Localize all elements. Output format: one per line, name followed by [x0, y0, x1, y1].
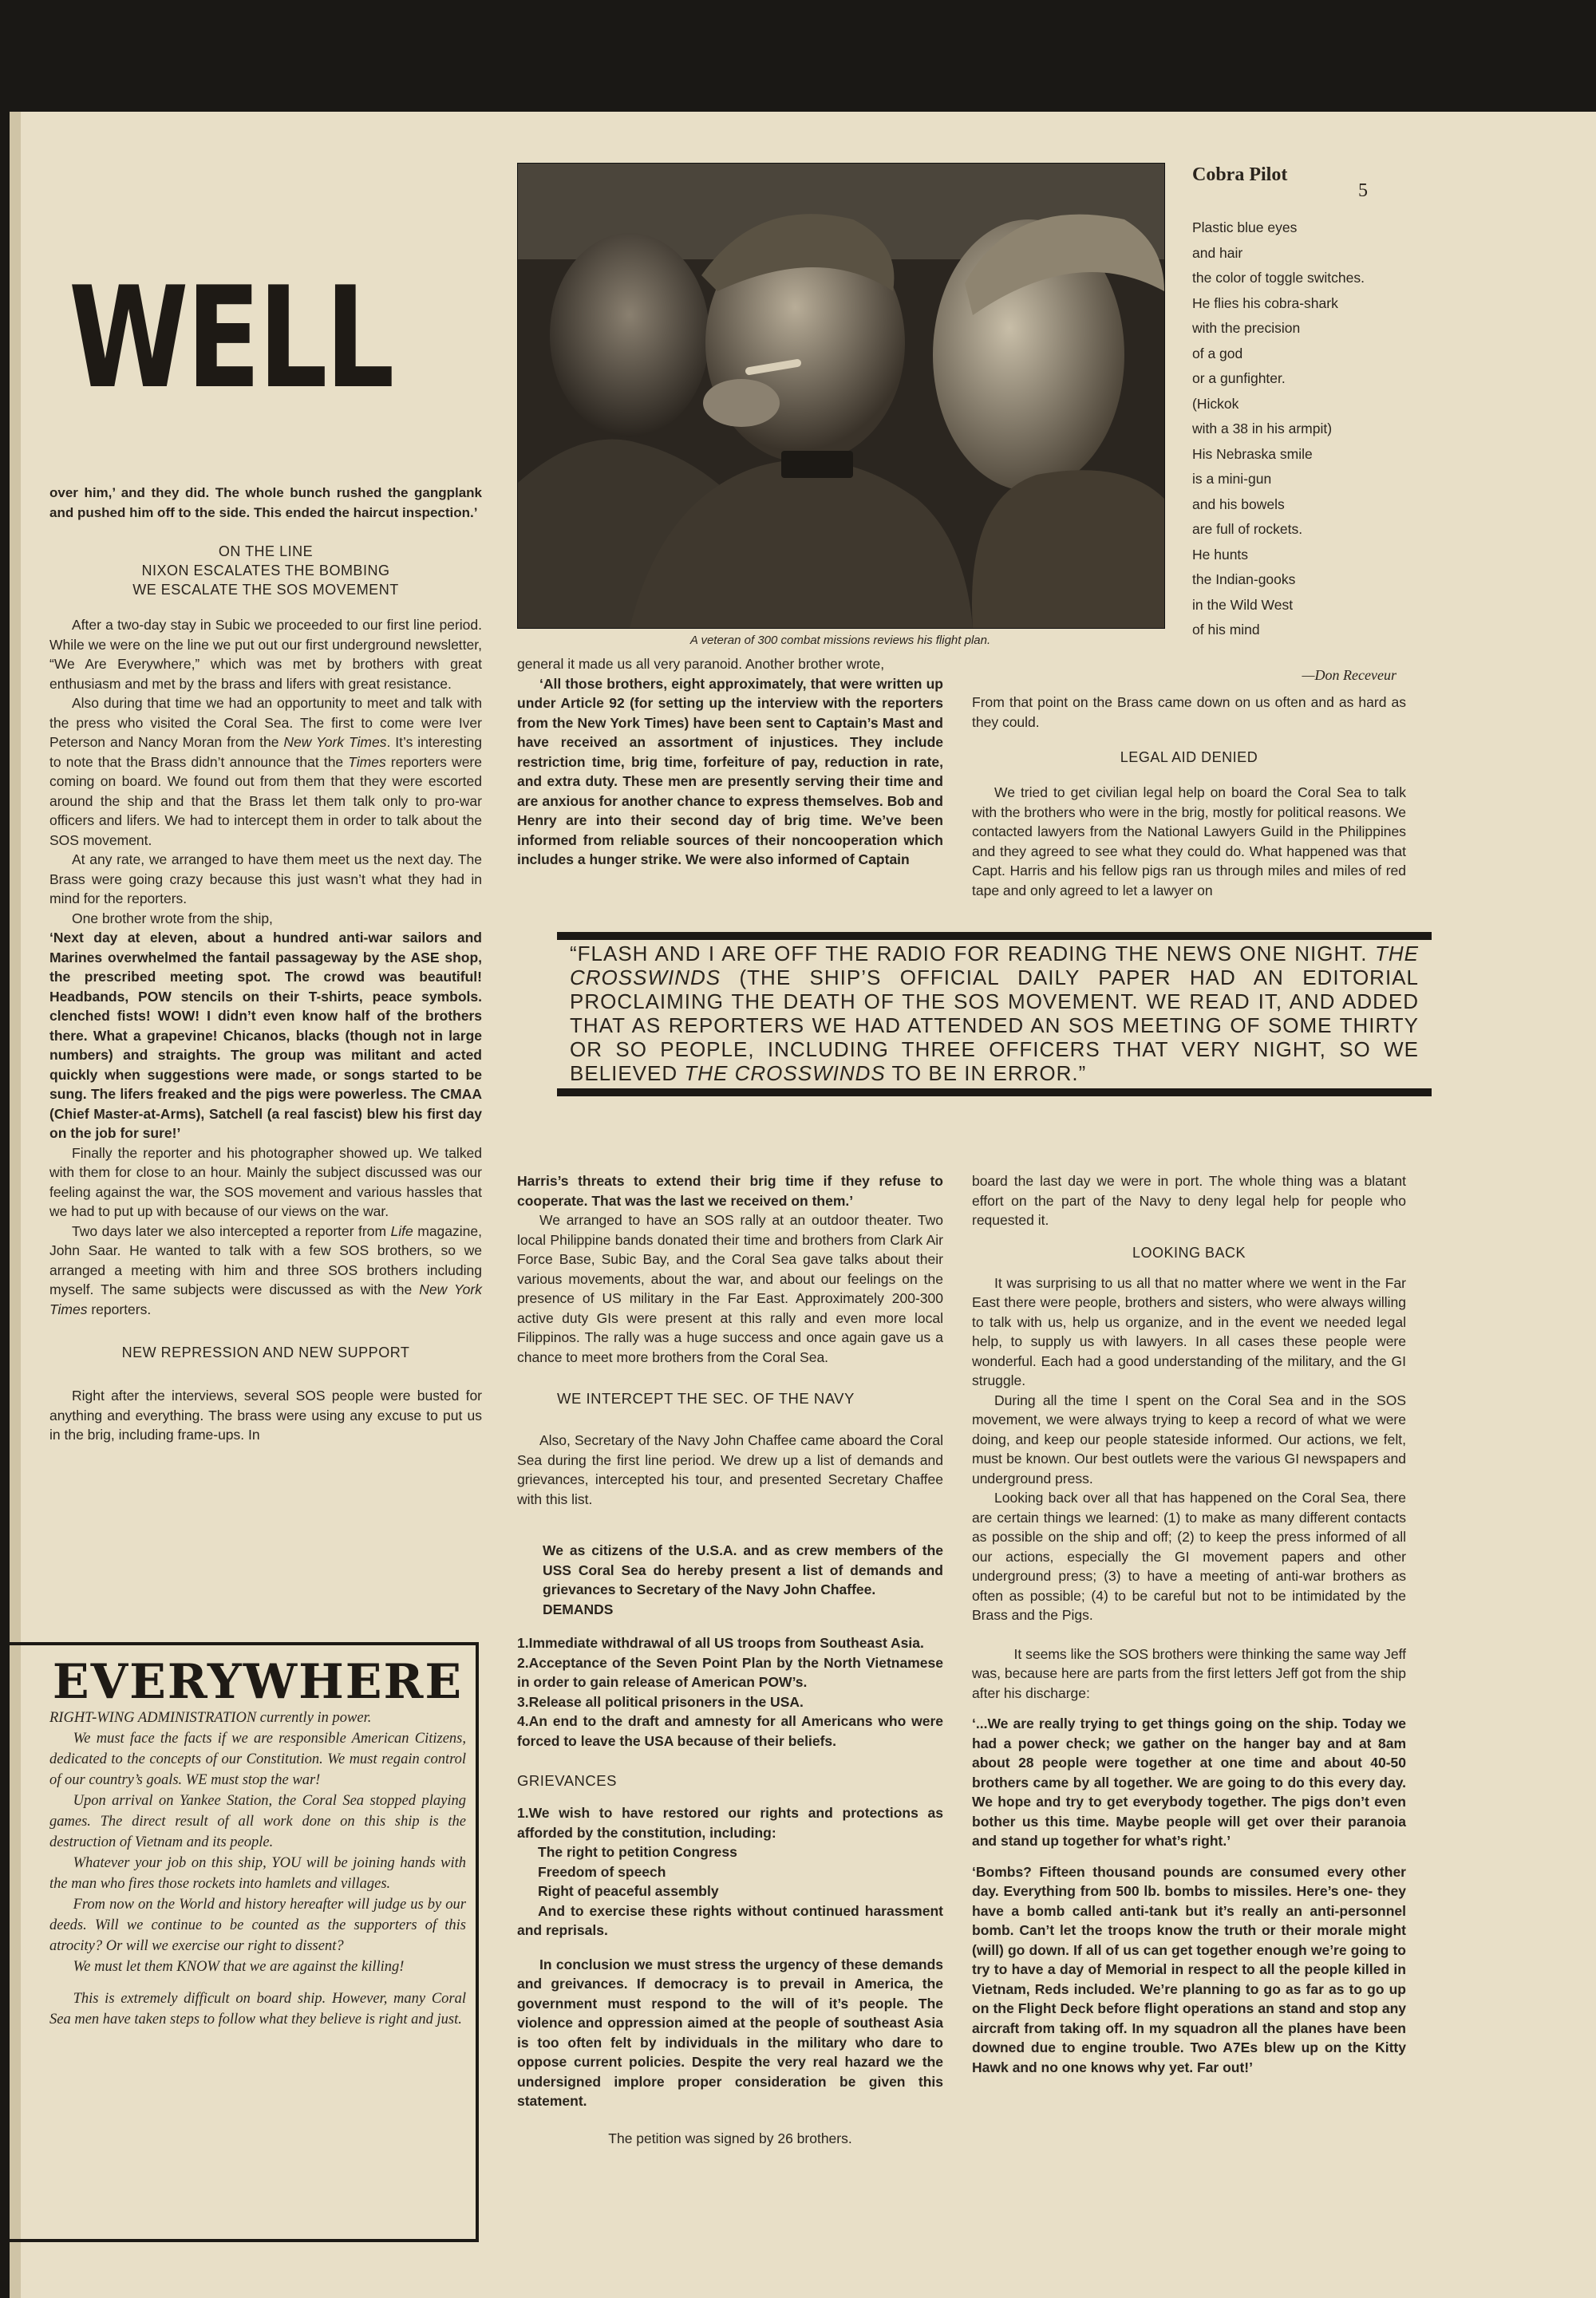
paragraph: Finally the reporter and his photographer showed up. We talked with them for close to an hour. Mainly the subject discussed was our feeling against the war, the SOS movement and various hassles that we had to put up with because of our views on the war.: [49, 1144, 482, 1219]
petition-conclusion: In conclusion we must stress the urgency of these demands and greivances. If democracy is to prevail in America, the government must respond to the will of it’s people. The violence and oppression aimed at the people of southeast Asia is too often felt by individuals in the military who dare to oppose current policies. Despite the very real hazard we the undersigned implore proper consideration be given this statement.: [517, 1956, 943, 2109]
demands-list: [517, 1633, 943, 1751]
box-lead: RIGHT-WING ADMINISTRATION currently in power.: [49, 1710, 372, 1726]
poem-line: He flies his cobra-shark: [1192, 294, 1338, 311]
paragraph: board the last day we were in port. The whole thing was a blatant effort on the part of the Navy to deny legal help for people who requested it.: [972, 1173, 1406, 1228]
box-paragraph: This is extremely difficult on board ship. However, many Coral Sea men have taken steps to follow what they believe is right and just.: [49, 1991, 466, 2028]
paragraph: From that point on the Brass came down on us often and as hard as they could.: [972, 694, 1406, 730]
letter-quote-end: Harris’s threats to extend their brig time if they refuse to cooperate. That was the last we received on them.’: [517, 1173, 943, 1209]
demand-item: 4.An end to the draft and amnesty for all Americans who were forced to leave the USA because of their beliefs.: [517, 1713, 943, 1749]
letter-quote: ‘All those brothers, eight approximately, that were written up under Article 92 (for setting up the interview with the reporters from the New York Times) have been sent to Captain’s Mast and have received an assortment of injustices. They include restriction time, brig time, forfeiture of pay, reduction in rate, and extra duty. These men are presently serving their time and are anxious for another chance to express themselves. Bob and Henry are into their second day of brig time. We’ve been informed from reliable sources of their noncooperation which includes a hunger strike. We were also informed of Captain: [517, 675, 943, 867]
box-paragraph: We must face the facts if we are responsible American Citizens, dedicated to the concepts of our Constitution. We must regain control of our country’s goals. WE must stop the war!: [49, 1731, 466, 1788]
column-2-lower: [517, 1171, 943, 2148]
heading-line: NIXON ESCALATES THE BOMBING: [141, 563, 390, 578]
demand-item: 2.Acceptance of the Seven Point Plan by the North Vietnamese in order to gain release of American POW’s.: [517, 1654, 943, 1690]
paragraph: Right after the interviews, several SOS people were busted for anything and everything. The brass were using any excuse to put us in the brig, including frame-ups. In: [49, 1388, 482, 1443]
intro-paragraph: over him,’ and they did. The whole bunch rushed the gangplank and pushed him off to the side. This ended the haircut inspection.’: [49, 485, 482, 520]
page-number: 5: [1358, 180, 1368, 201]
column-2-upper: [517, 654, 943, 870]
poem-line: and hair: [1192, 244, 1243, 261]
letter-quote: ‘...We are really trying to get things going on the ship. Today we had a power check; we gather on the hanger bay and at 8am about 28 people were together at one time and about 40-50 brothers came by all together. We are going to do this every day. We hope and try to get everybody together. The pigs don’t even bother us this time. Maybe people will get over their paranoia and stand up together for what’s right.’: [972, 1716, 1406, 1849]
heading-line: ON THE LINE: [218, 543, 314, 559]
paragraph: It was surprising to us all that no matter where we went in the Far East there were people, brothers and sisters, who were always willing to talk with us, help us organize, and in the event we needed legal help, to supply us with lawyers. In all cases these people were wonderful. Each had a good understanding of the military, and the GI struggle.: [972, 1274, 1406, 1388]
headline: WELL: [69, 258, 393, 420]
section-heading-looking-back: LOOKING BACK: [1132, 1244, 1246, 1261]
poem-line: in the Wild West: [1192, 596, 1294, 613]
grievance-intro: 1.We wish to have restored our rights and protections as afforded by the constitution, including:: [517, 1805, 943, 1841]
paragraph: general it made us all very paranoid. Another brother wrote,: [517, 656, 885, 672]
section-heading-new-repression: NEW REPRESSION AND NEW SUPPORT: [121, 1344, 410, 1360]
poem-line: His Nebraska smile: [1192, 445, 1313, 462]
paragraph: Two days later we also intercepted a reporter from Life magazine, John Saar. He wanted to talk with a few SOS brothers, so we arranged a meeting with him and three SOS brothers including myself. The same subjects were discussed as with the New York Times reporters.: [49, 1222, 482, 1317]
poem-line: He hunts: [1192, 546, 1249, 563]
paragraph: We arranged to have an SOS rally at an outdoor theater. Two local Philippine bands donated their time and brothers from Clark Air Force Base, Subic Bay, and the Coral Sea gave talks about their various movements, about the war, and about our feelings on the presence of US military in the Far East. Approximately 200-300 active duty GIs were present at this rally and even more local Filippinos. The rally was a huge success and once again gave us a chance to meet more brothers from the Coral Sea.: [517, 1212, 943, 1365]
petition-signed: The petition was signed by 26 brothers.: [608, 2130, 852, 2146]
poem-line: with the precision: [1192, 320, 1301, 336]
poem-line: Plastic blue eyes: [1192, 219, 1298, 235]
poem-line: and his bowels: [1192, 496, 1285, 512]
demand-item: 3.Release all political prisoners in the USA.: [517, 1693, 804, 1710]
box-text: [49, 1708, 466, 2030]
grievances-heading: GRIEVANCES: [517, 1772, 617, 1789]
poem-body: [1192, 215, 1432, 643]
poem-line: with a 38 in his armpit): [1192, 421, 1333, 436]
grievance-item: The right to petition Congress: [538, 1844, 737, 1860]
poem-line: of a god: [1192, 345, 1243, 361]
demands-heading: DEMANDS: [543, 1601, 614, 1617]
box-paragraph: Upon arrival on Yankee Station, the Coral Sea stopped playing games. The direct result of all work done on this ship is the destruction of Vietnam and its people.: [49, 1793, 466, 1850]
newspaper-page: [10, 112, 1596, 2298]
paragraph: Also during that time we had an opportunity to meet and talk with the press who visited the Coral Sea. The first to come were Iver Peterson and Nancy Moran from the New York Times. It’s interesting to note that the Brass didn’t announce that the Times reporters were coming on board. We found out from them that they were escorted around the ship and that the Brass let them talk only to pro-war officers and lifers. We had to intercept them in order to talk about the SOS movement.: [49, 695, 483, 848]
paragraph: Looking back over all that has happened on the Coral Sea, there are certain things we learned: (1) to make as many different contacts as possible on the ship and off; (2) to keep the press informed of all our actions, especially the GI movement papers and other underground press; (3) to have a meeting of anti-war brothers as often as possible; (4) to be careful but not to be intimidated by the Brass and the Pigs.: [972, 1490, 1406, 1623]
column-3-upper: [972, 693, 1406, 900]
box-paragraph: Whatever your job on this ship, YOU will be joining hands with the man who fires those rockets into hamlets and villages.: [49, 1855, 466, 1892]
grievance-item: Freedom of speech: [538, 1863, 666, 1880]
paragraph: Also, Secretary of the Navy John Chaffee came aboard the Coral Sea during the first line period. We drew up a list of demands and grievances, intercepted his tour, and presented Secretary Chaffee with this list.: [517, 1432, 943, 1507]
paragraph: We tried to get civilian legal help on board the Coral Sea to talk with the brothers who were in the brig, mostly for political reasons. We contacted lawyers from the National Lawyers Guild in the Philippines and they agreed to see what they could do. What happened was that Capt. Harris and his fellow pigs ran us through miles and miles of red tape and only agreed to let a lawyer on: [972, 784, 1406, 898]
box-paragraph: From now on the World and history hereafter will judge us by our deeds. Will we continue to be counted as the supporters of this atrocity? Or will we exercise our right to dissent?: [49, 1897, 466, 1954]
poem-title: Cobra Pilot: [1192, 164, 1288, 185]
poem-line: the Indian-gooks: [1192, 571, 1296, 587]
column-1-upper: [49, 484, 482, 1445]
section-heading-sec-navy: WE INTERCEPT THE SEC. OF THE NAVY: [557, 1390, 855, 1407]
poem-line: (Hickok: [1192, 395, 1239, 412]
box-title: EVERYWHERE: [52, 1654, 464, 1710]
paragraph: During all the time I spent on the Coral Sea and in the SOS movement, we were always trying to keep a record of what we were doing, and keep our people stateside informed. Our actions, we felt, must be known. Our best outlets were the various GI newspapers and underground press.: [972, 1392, 1406, 1487]
photo-pilots: [517, 163, 1165, 629]
heading-line: WE ESCALATE THE SOS MOVEMENT: [132, 582, 399, 598]
demand-item: 1.Immediate withdrawal of all US troops from Southeast Asia.: [517, 1635, 924, 1651]
section-heading-on-the-line: [49, 542, 482, 599]
poem-line: are full of rockets.: [1192, 521, 1303, 537]
column-3-lower: [972, 1171, 1406, 2077]
box-paragraph: We must let them KNOW that we are against the killing!: [73, 1959, 405, 1975]
paragraph: One brother wrote from the ship,: [72, 910, 273, 926]
petition-text: We as citizens of the U.S.A. and as crew members of the USS Coral Sea do hereby present a list of demands and grievances to Secretary of the Navy John Chaffee.: [543, 1542, 943, 1597]
poem-line: of his mind: [1192, 622, 1260, 638]
section-heading-legal-aid: LEGAL AID DENIED: [1120, 749, 1258, 765]
poem-author: —Don Receveur: [1302, 667, 1396, 683]
paragraph: At any rate, we arranged to have them meet us the next day. The Brass were going crazy because this just wasn’t what they had in mind for the reporters.: [49, 851, 482, 906]
grievances-list: [517, 1803, 943, 1941]
poem-line: the color of toggle switches.: [1192, 270, 1365, 286]
letter-quote: ‘Bombs? Fifteen thousand pounds are consumed every other day. Everything from 500 lb. bombs to missiles. Here’s one- they have a bomb called anti-tank but it’s really an anti-personnel bomb. Can’t let the troops know the truth or their morale might (will) go down. If all of us can get together enough we’re going to try to have a day of Memorial in respect to all the people killed in Vietnam, Reds included. We’re planning to go as far as to go up on the Flight Deck before flight operations an stand and stop any aircraft from taking off. In my squadron all the planes have been downed due to engine trouble. Two A7Es blew up on the Kitty Hawk and no one knows why yet. Far out!’: [972, 1863, 1406, 2075]
photo-illustration: [518, 164, 1164, 628]
poem-line: is a mini-gun: [1192, 471, 1272, 487]
poem-line: or a gunfighter.: [1192, 370, 1286, 386]
paragraph: After a two-day stay in Subic we proceeded to our first line period. While we were on the line we put out our first underground newsletter, “We Are Everywhere,” which was met by brothers with great enthusiasm and met by the brass and lifers with great resistance.: [49, 617, 482, 692]
letter-quote: ‘Next day at eleven, about a hundred anti-war sailors and Marines overwhelmed the fantail passageway by the ASE shop, the prescribed meeting spot. The crowd was beautiful! Headbands, POW stencils on their T-shirts, peace symbols. clenched fists! WOW! I didn’t even know half of the brothers there. What a grapevine! Chicanos, blacks (though not in large numbers) and straights. The group was militant and acted quickly when suggestions were made, or songs started to be sung. The lifers freaked and the pigs were powerless. The CMAA (Chief Master-at-Arms), Satchell (a real fascist) blew his first day on the job for sure!’: [49, 930, 482, 1141]
grievance-more: And to exercise these rights without continued harassment and reprisals.: [517, 1902, 943, 1938]
pull-quote: “FLASH AND I ARE OFF THE RADIO FOR READING THE NEWS ONE NIGHT. THE CROSSWINDS (THE SHIP’S OFFICIAL DAILY PAPER HAD AN EDITORIAL PROCLAIMING THE DEATH OF THE SOS MOVEMENT. WE READ IT, AND ADDED THAT AS REPORTERS WE HAD ATTENDED AN SOS MEETING OF SOME THIRTY OR SO PEOPLE, INCLUDING THREE OFFICERS THAT VERY NIGHT, SO WE BELIEVED THE CROSSWINDS TO BE IN ERROR.”: [557, 932, 1432, 1096]
grievance-item: Right of peaceful assembly: [538, 1883, 719, 1899]
photo-caption: A veteran of 300 combat missions reviews his flight plan.: [689, 634, 991, 647]
paragraph: It seems like the SOS brothers were thinking the same way Jeff was, because here are parts from the first letters Jeff got from the ship after his discharge:: [972, 1645, 1406, 1701]
everywhere-box: [10, 1642, 479, 2242]
